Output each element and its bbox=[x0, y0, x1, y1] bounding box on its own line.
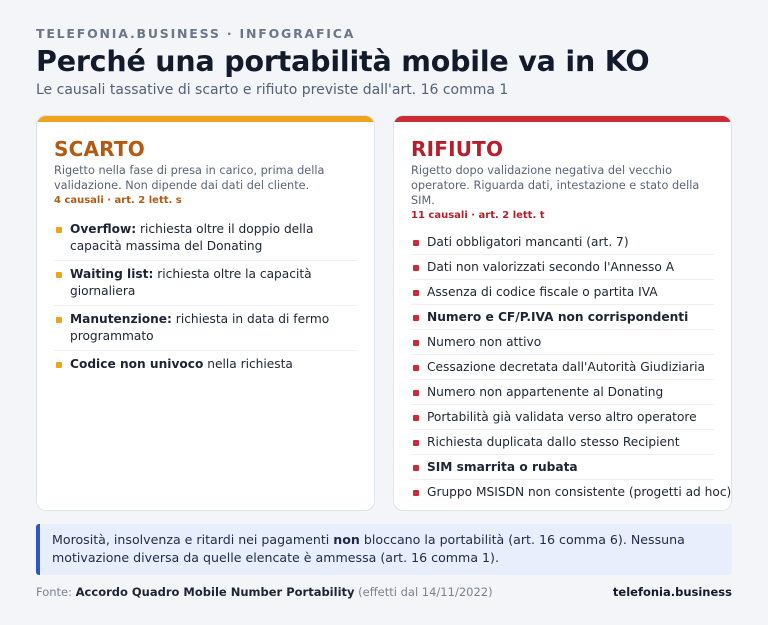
square-bullet-icon bbox=[56, 362, 62, 368]
scarto-meta: 4 causali · art. 2 lett. s bbox=[54, 195, 182, 206]
rifiuto-item-text: Numero non attivo bbox=[427, 334, 542, 349]
scarto-item-text: richiesta oltre il doppio della capacità massima del Donating bbox=[70, 222, 314, 253]
page-title: Perché una portabilità mobile va in KO bbox=[36, 45, 650, 78]
rifiuto-list-item bbox=[411, 380, 714, 405]
rifiuto-list-item bbox=[411, 230, 714, 255]
scarto-item-text: richiesta oltre la capacità giornaliera bbox=[70, 267, 312, 298]
note-callout bbox=[36, 524, 732, 575]
square-bullet-icon bbox=[56, 227, 62, 233]
rifiuto-list-item bbox=[411, 455, 714, 480]
square-bullet-icon bbox=[413, 490, 419, 496]
scarto-list-item bbox=[54, 261, 357, 306]
rifiuto-item-bold-label: SIM smarrita o rubata bbox=[427, 459, 578, 474]
rifiuto-item-text: Assenza di codice fiscale o partita IVA bbox=[427, 284, 658, 299]
note-text-bold: non bbox=[333, 532, 360, 547]
scarto-list-item bbox=[54, 216, 357, 261]
page-subtitle: Le causali tassative di scarto e rifiuto previste dall'art. 16 comma 1 bbox=[36, 82, 509, 98]
rifiuto-list-item bbox=[411, 355, 714, 380]
footer-label: Fonte: bbox=[36, 585, 76, 599]
rifiuto-item-text: Numero non appartenente al Donating bbox=[427, 384, 664, 399]
scarto-item-bold-label: Waiting list: bbox=[70, 267, 154, 281]
rifiuto-list-item bbox=[411, 405, 714, 430]
square-bullet-icon bbox=[413, 240, 419, 246]
rifiuto-description: Rigetto dopo validazione negativa del vecchio operatore. Riguarda dati, intestazione e stato della SIM. bbox=[411, 164, 700, 207]
square-bullet-icon bbox=[413, 365, 419, 371]
note-text-before: Morosità, insolvenza e ritardi nei pagamenti bbox=[52, 532, 334, 547]
rifiuto-list-item bbox=[411, 255, 714, 280]
footer-source-name: Accordo Quadro Mobile Number Portability bbox=[75, 585, 355, 599]
square-bullet-icon bbox=[413, 415, 419, 421]
rifiuto-list-item bbox=[411, 330, 714, 355]
square-bullet-icon bbox=[413, 290, 419, 296]
scarto-list-item bbox=[54, 351, 357, 378]
rifiuto-meta: 11 causali · art. 2 lett. t bbox=[411, 210, 545, 221]
footer-effective-date: (effetti dal 14/11/2022) bbox=[354, 585, 493, 599]
scarto-item-bold-label: Manutenzione: bbox=[70, 312, 172, 326]
scarto-item-bold-label: Overflow: bbox=[70, 222, 137, 236]
square-bullet-icon bbox=[413, 440, 419, 446]
rifiuto-list-item bbox=[411, 430, 714, 455]
rifiuto-list-item bbox=[411, 305, 714, 330]
rifiuto-card bbox=[393, 115, 732, 511]
scarto-accent-bar bbox=[37, 116, 374, 122]
scarto-heading: SCARTO bbox=[54, 137, 145, 161]
square-bullet-icon bbox=[413, 315, 419, 321]
square-bullet-icon bbox=[413, 390, 419, 396]
infographic-kicker: TELEFONIA.BUSINESS · INFOGRAFICA bbox=[36, 26, 356, 41]
rifiuto-item-text: Dati non valorizzati secondo l'Annesso A bbox=[427, 259, 675, 274]
scarto-description: Rigetto nella fase di presa in carico, prima della validazione. Non dipende dai dati del cliente. bbox=[54, 164, 325, 192]
scarto-list-item bbox=[54, 306, 357, 351]
square-bullet-icon bbox=[56, 317, 62, 323]
footer-brand: telefonia.business bbox=[612, 585, 732, 599]
rifiuto-item-text: Richiesta duplicata dallo stesso Recipient bbox=[427, 434, 680, 449]
scarto-item-text: nella richiesta bbox=[203, 357, 293, 371]
rifiuto-accent-bar bbox=[394, 116, 731, 122]
note-text-after: bloccano la portabilità (art. 16 comma 6). Nessuna motivazione diversa da quelle elencate è ammessa (art. 16 comma 1). bbox=[52, 532, 685, 565]
rifiuto-list bbox=[411, 230, 732, 504]
rifiuto-list-item bbox=[411, 280, 714, 305]
square-bullet-icon bbox=[413, 340, 419, 346]
scarto-item-bold-label: Codice non univoco bbox=[70, 357, 204, 371]
scarto-item-text: richiesta in data di fermo programmato bbox=[70, 312, 330, 343]
square-bullet-icon bbox=[413, 265, 419, 271]
rifiuto-heading: RIFIUTO bbox=[411, 137, 504, 161]
rifiuto-item-text: Cessazione decretata dall'Autorità Giudiziaria bbox=[427, 359, 705, 374]
square-bullet-icon bbox=[413, 465, 419, 471]
footer-source bbox=[36, 585, 493, 599]
rifiuto-item-text: Gruppo MSISDN non consistente (progetti ad hoc) bbox=[427, 484, 732, 499]
scarto-list bbox=[54, 216, 357, 378]
rifiuto-item-text: Portabilità già validata verso altro operatore bbox=[427, 409, 697, 424]
rifiuto-item-bold-label: Numero e CF/P.IVA non corrispondenti bbox=[427, 309, 689, 324]
scarto-card bbox=[36, 115, 375, 511]
rifiuto-item-text: Dati obbligatori mancanti (art. 7) bbox=[427, 234, 629, 249]
rifiuto-list-item bbox=[411, 480, 732, 504]
square-bullet-icon bbox=[56, 272, 62, 278]
